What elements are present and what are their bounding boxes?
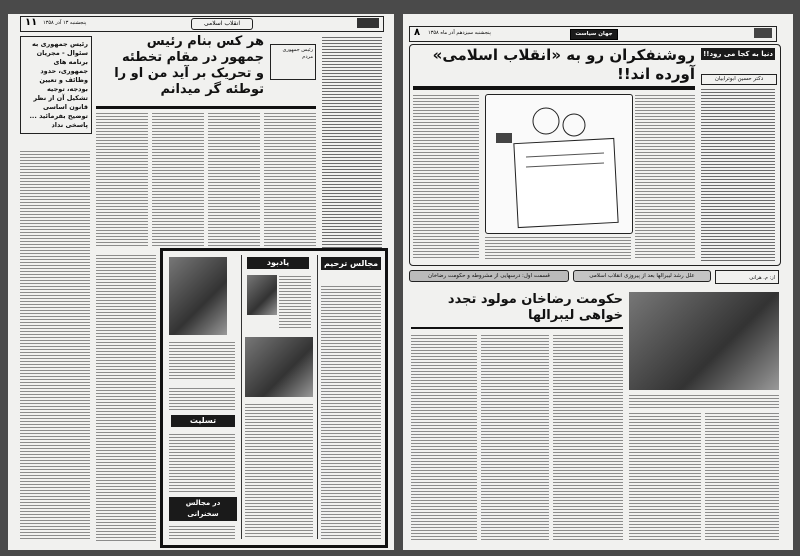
issue-date: پنجشنبه ۱۳ آذر ۱۳۵۸ — [43, 20, 87, 26]
text-block — [169, 433, 235, 493]
rule — [411, 327, 623, 329]
side-title: دنیا به کجا می رود!! — [701, 48, 775, 60]
logo — [754, 28, 772, 38]
text-block — [169, 387, 235, 411]
issue-date: پنجشنبه سیزدهم آذر ماه ۱۳۵۸ — [428, 30, 491, 36]
kicker: رئیس جمهوری مردم — [270, 44, 316, 80]
byline: از: م. هراتی — [715, 270, 779, 284]
divider — [241, 255, 242, 539]
text-column — [705, 412, 779, 542]
speeches-title: در مجالس سخنرانی — [169, 497, 237, 521]
series-subtitle: علل رشد لیبرالها بعد از پیروزی انقلاب اسلامی — [573, 270, 711, 282]
side-box: رئیس جمهوری به سئوال - مجریان برنامه های جمهوری، حدود وظائف و تعیین بودجه، توجیه تشکیل آن از نظر قانون اساسی توضیح بفرمائید ... پاسخی نداد — [20, 36, 92, 134]
photo-caption — [629, 394, 779, 408]
logo — [357, 18, 379, 28]
headline-2: حکومت رضاخان مولود تجدد خواهی لیبرالها — [447, 292, 623, 323]
cartoon-newspaper-bulbs-icon — [486, 95, 632, 233]
text-column — [96, 112, 148, 248]
headline: روشنفکران رو به «انقلاب اسلامی» آورده اند!! — [432, 46, 695, 83]
rule — [413, 86, 695, 90]
page-number: ۱۱ — [25, 17, 38, 28]
text-block — [245, 403, 313, 539]
headline — [100, 34, 264, 98]
notices-box — [160, 248, 388, 548]
text-column — [413, 94, 479, 260]
condolence-title: مجالس ترحیم — [321, 257, 381, 270]
text-column — [208, 112, 260, 248]
series-label: قسمت اول: درسهایی از مشروطه و حکومت رضاخان — [409, 270, 569, 282]
page-header — [409, 26, 777, 42]
text-block — [485, 236, 631, 260]
text-column — [629, 412, 701, 542]
section-label: جهان سیاست — [570, 29, 618, 40]
text-column — [481, 334, 549, 542]
section-label: انقلاب اسلامی — [191, 18, 253, 30]
memorial-scene-photo — [245, 337, 313, 397]
sympathy-title: تسلیت — [171, 415, 235, 427]
text-block — [169, 341, 235, 381]
right-page — [403, 14, 793, 550]
headline-line: و تحریک بر آید من او را توطئه گر میدانم — [114, 66, 264, 97]
text-column — [264, 112, 316, 248]
text-column — [152, 112, 204, 248]
divider — [317, 255, 318, 539]
text-block — [321, 285, 381, 539]
side-author: دکتر حسین ابوترابیان — [701, 74, 777, 85]
text-block — [279, 275, 311, 330]
portrait-photo — [169, 257, 227, 335]
text-block — [169, 525, 235, 539]
left-page — [8, 14, 394, 550]
historical-photo — [629, 292, 779, 390]
text-column — [96, 254, 156, 542]
rule — [96, 106, 316, 109]
text-column — [553, 334, 623, 542]
text-column — [701, 88, 775, 262]
text-column — [635, 94, 695, 260]
memorial-title: یادبود — [247, 257, 309, 269]
text-column — [20, 150, 90, 540]
page-number: ۸ — [414, 27, 421, 38]
headline-line: هر کس بنام رئیس جمهور در مقام تخطئه — [122, 34, 264, 65]
cartoon-illustration — [485, 94, 633, 234]
text-column — [411, 334, 477, 542]
page-header — [20, 16, 384, 32]
memorial-photo — [247, 275, 277, 315]
